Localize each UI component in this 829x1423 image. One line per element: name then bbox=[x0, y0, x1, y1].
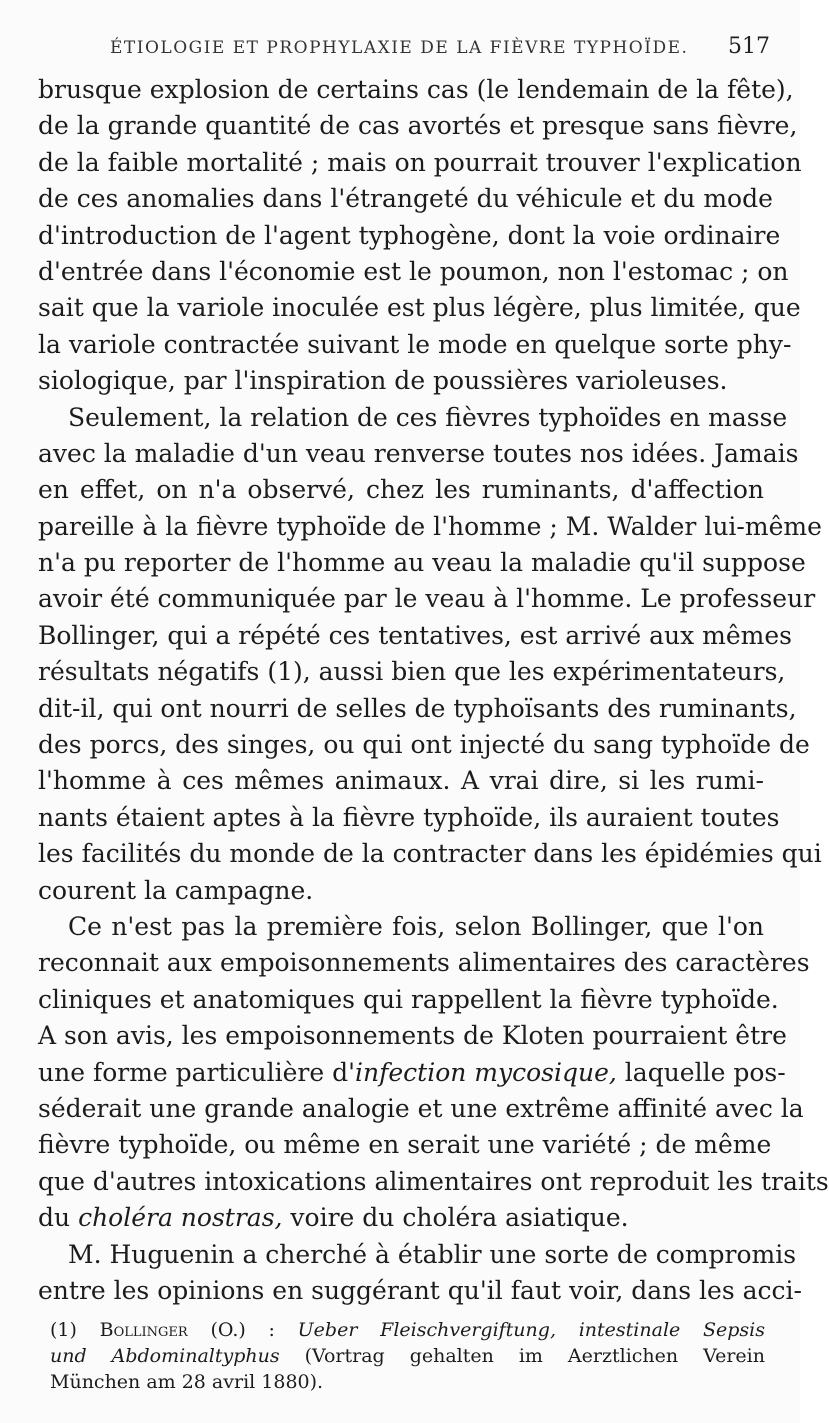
text-line: en effet, on n'a observé, chez les ruminants, d'affection bbox=[38, 475, 764, 505]
text-line: M. Huguenin a cherché à établir une sorte de compromis bbox=[68, 1239, 797, 1269]
text-line bbox=[38, 1200, 764, 1236]
text-line: Bollinger, qui a répété ces tentatives, est arrivé aux mêmes bbox=[38, 620, 792, 650]
text-line: entre les opinions en suggérant qu'il faut voir, dans les acci- bbox=[38, 1275, 802, 1305]
text-line: avoir été communiquée par le veau à l'homme. Le professeur bbox=[38, 584, 816, 614]
text-line: de la faible mortalité ; mais on pourrait trouver l'explication bbox=[38, 147, 802, 177]
footnote-line bbox=[50, 1317, 765, 1343]
text-line: l'homme à ces mêmes animaux. A vrai dire, si les rumi- bbox=[38, 766, 764, 796]
text-line: que d'autres intoxications alimentaires ont reproduit les traits bbox=[38, 1166, 829, 1196]
italic-term: infection mycosique, bbox=[355, 1057, 617, 1087]
text-line: siologique, par l'inspiration de poussières varioleuses. bbox=[38, 366, 728, 396]
text-line: d'entrée dans l'économie est le poumon, non l'estomac ; on bbox=[38, 256, 789, 286]
text-line: nants étaient aptes à la fièvre typhoïde, ils auraient toutes bbox=[38, 802, 780, 832]
footnote-initial: (O.) : bbox=[187, 1319, 298, 1341]
text-line: la variole contractée suivant le mode en quelque sorte phy- bbox=[38, 329, 792, 359]
text-line: n'a pu reporter de l'homme au veau la maladie qu'il suppose bbox=[38, 548, 806, 578]
footnote-line: München am 28 avril 1880). bbox=[50, 1371, 324, 1393]
footnote-title: Ueber Fleischvergiftung, intestinale Sepsis bbox=[297, 1319, 765, 1341]
text-line: séderait une grande analogie et une extrême affinité avec la bbox=[38, 1093, 804, 1123]
footnote-title-cont: und Abdominaltyphus bbox=[50, 1345, 280, 1367]
body-text bbox=[38, 72, 829, 1309]
text-line: Ce n'est pas la première fois, selon Bollinger, que l'on bbox=[68, 911, 764, 941]
page-number: 517 bbox=[728, 34, 770, 59]
text-line: des porcs, des singes, ou qui ont injecté du sang typhoïde de bbox=[38, 730, 810, 760]
footnote-author: Bollinger bbox=[99, 1319, 188, 1341]
text-segment: laquelle pos- bbox=[616, 1057, 786, 1087]
text-line: sait que la variole inoculée est plus légère, plus limitée, que bbox=[38, 293, 801, 323]
text-line: avec la maladie d'un veau renverse toutes nos idées. Jamais bbox=[38, 438, 799, 468]
footnote-line bbox=[50, 1343, 765, 1369]
text-line: de ces anomalies dans l'étrangeté du véhicule et du mode bbox=[38, 184, 773, 214]
text-line: A son avis, les empoisonnements de Kloten pourraient être bbox=[38, 1021, 787, 1051]
italic-term: choléra nostras, bbox=[78, 1203, 283, 1233]
text-line: résultats négatifs (1), aussi bien que les expérimentateurs, bbox=[38, 657, 786, 687]
text-line: reconnait aux empoisonnements alimentaires des caractères bbox=[38, 948, 810, 978]
text-line: de la grande quantité de cas avortés et presque sans fièvre, bbox=[38, 111, 798, 141]
text-line: dit-il, qui ont nourri de selles de typhoïsants des ruminants, bbox=[38, 693, 797, 723]
text-line: brusque explosion de certains cas (le lendemain de la fête), bbox=[38, 75, 794, 104]
footnote-marker: (1) bbox=[50, 1319, 100, 1341]
text-line: pareille à la fièvre typhoïde de l'homme ; M. Walder lui-même bbox=[38, 511, 822, 541]
text-segment: voire du choléra asiatique. bbox=[282, 1203, 629, 1233]
text-segment: du bbox=[38, 1203, 79, 1233]
text-line: les facilités du monde de la contracter dans les épidémies qui bbox=[38, 839, 822, 869]
text-line: d'introduction de l'agent typhogène, dont la voie ordinaire bbox=[38, 220, 781, 250]
text-line: cliniques et anatomiques qui rappellent la fièvre typhoïde. bbox=[38, 984, 779, 1014]
text-line bbox=[38, 1055, 786, 1091]
footnote bbox=[50, 1317, 765, 1395]
page-header bbox=[110, 34, 770, 59]
text-line: fièvre typhoïde, ou même en serait une variété ; de même bbox=[38, 1130, 772, 1160]
running-title: ÉTIOLOGIE ET PROPHYLAXIE DE LA FIÈVRE TYPHOÏDE. bbox=[110, 38, 689, 58]
text-segment: une forme particulière d' bbox=[38, 1057, 356, 1087]
text-line: courent la campagne. bbox=[38, 875, 314, 905]
footnote-text: (Vortrag gehalten im Aerztlichen Verein bbox=[279, 1345, 765, 1367]
text-line: Seulement, la relation de ces fièvres typhoïdes en masse bbox=[68, 402, 788, 432]
